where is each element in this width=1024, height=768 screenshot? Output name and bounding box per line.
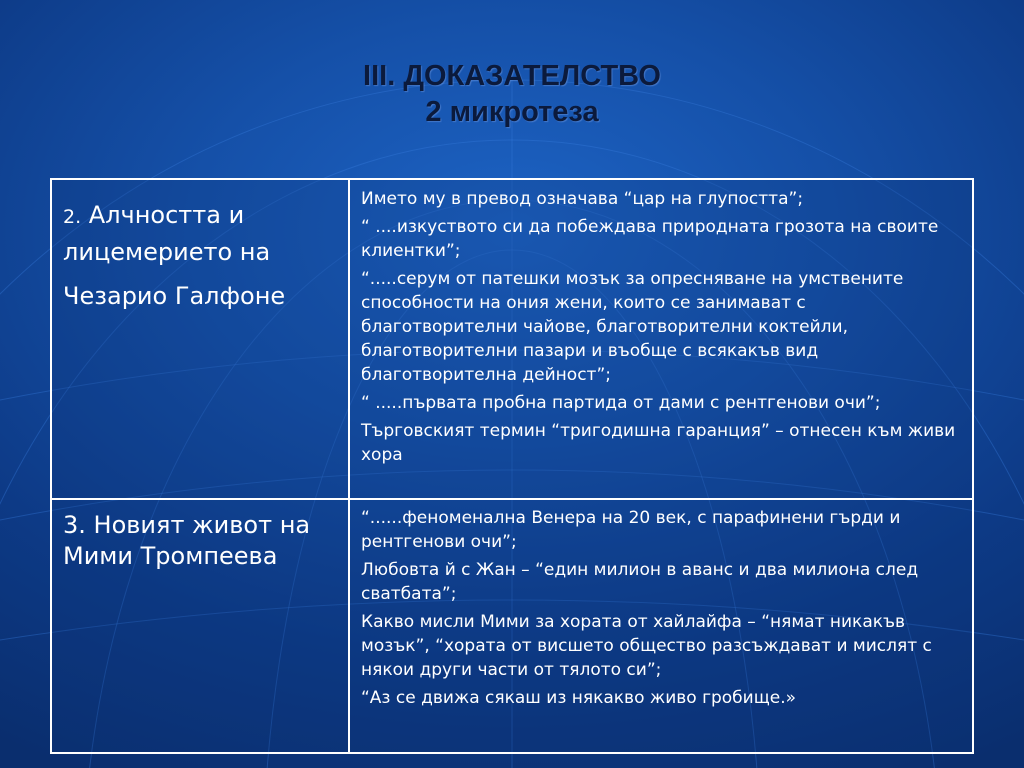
quote-paragraph: “Аз се движа сякаш из някакво живо гробище.» — [361, 688, 796, 708]
row-2-heading: 3. Новият живот на Мими Тромпеева — [52, 500, 350, 752]
row-1-heading-text-2: Чезарио Галфоне — [63, 282, 286, 310]
slide-title — [0, 58, 1024, 130]
content-table — [50, 178, 974, 754]
quote-paragraph: Какво мисли Мими за хората от хайлайфа – “нямат никакъв мозък”, “хората от висшето общество разсъждават и мислят с някои други части от тялото си”; — [361, 612, 932, 680]
row-2-quotes — [350, 500, 972, 752]
table-row — [52, 180, 972, 500]
table-row — [52, 500, 972, 752]
quote-paragraph: Търговският термин “тригодишна гаранция” – отнесен към живи хора — [361, 421, 956, 465]
row-1-heading-text-1: Алчността и лицемерието на — [63, 201, 271, 266]
title-line-1: III. ДОКАЗАТЕЛСТВО — [363, 60, 661, 92]
row-1-number: 2. — [63, 206, 82, 228]
quote-paragraph: “......феноменална Венера на 20 век, с парафинени гърди и рентгенови очи”; — [361, 508, 901, 552]
title-line-2: 2 микротеза — [425, 96, 599, 128]
row-1-quotes — [350, 180, 972, 498]
quote-paragraph: Името му в превод означава “цар на глупостта”; — [361, 189, 804, 209]
quote-paragraph: “.....серум от патешки мозък за опресняване на умствените способности на ония жени, които се занимават с благотворителни чайове, благотворителни коктейли, благотворителни пазари и въобще с всякакъв вид благотворителна дейност”; — [361, 269, 904, 385]
row-1-heading — [52, 180, 350, 498]
quote-paragraph: Любовта й с Жан – “един милион в аванс и два милиона след сватбата”; — [361, 560, 919, 604]
quote-paragraph: “ .....първата пробна партида от дами с рентгенови очи”; — [361, 393, 881, 413]
quote-paragraph: “ ....изкуството си да побеждава природната грозота на своите клиентки”; — [361, 217, 939, 261]
